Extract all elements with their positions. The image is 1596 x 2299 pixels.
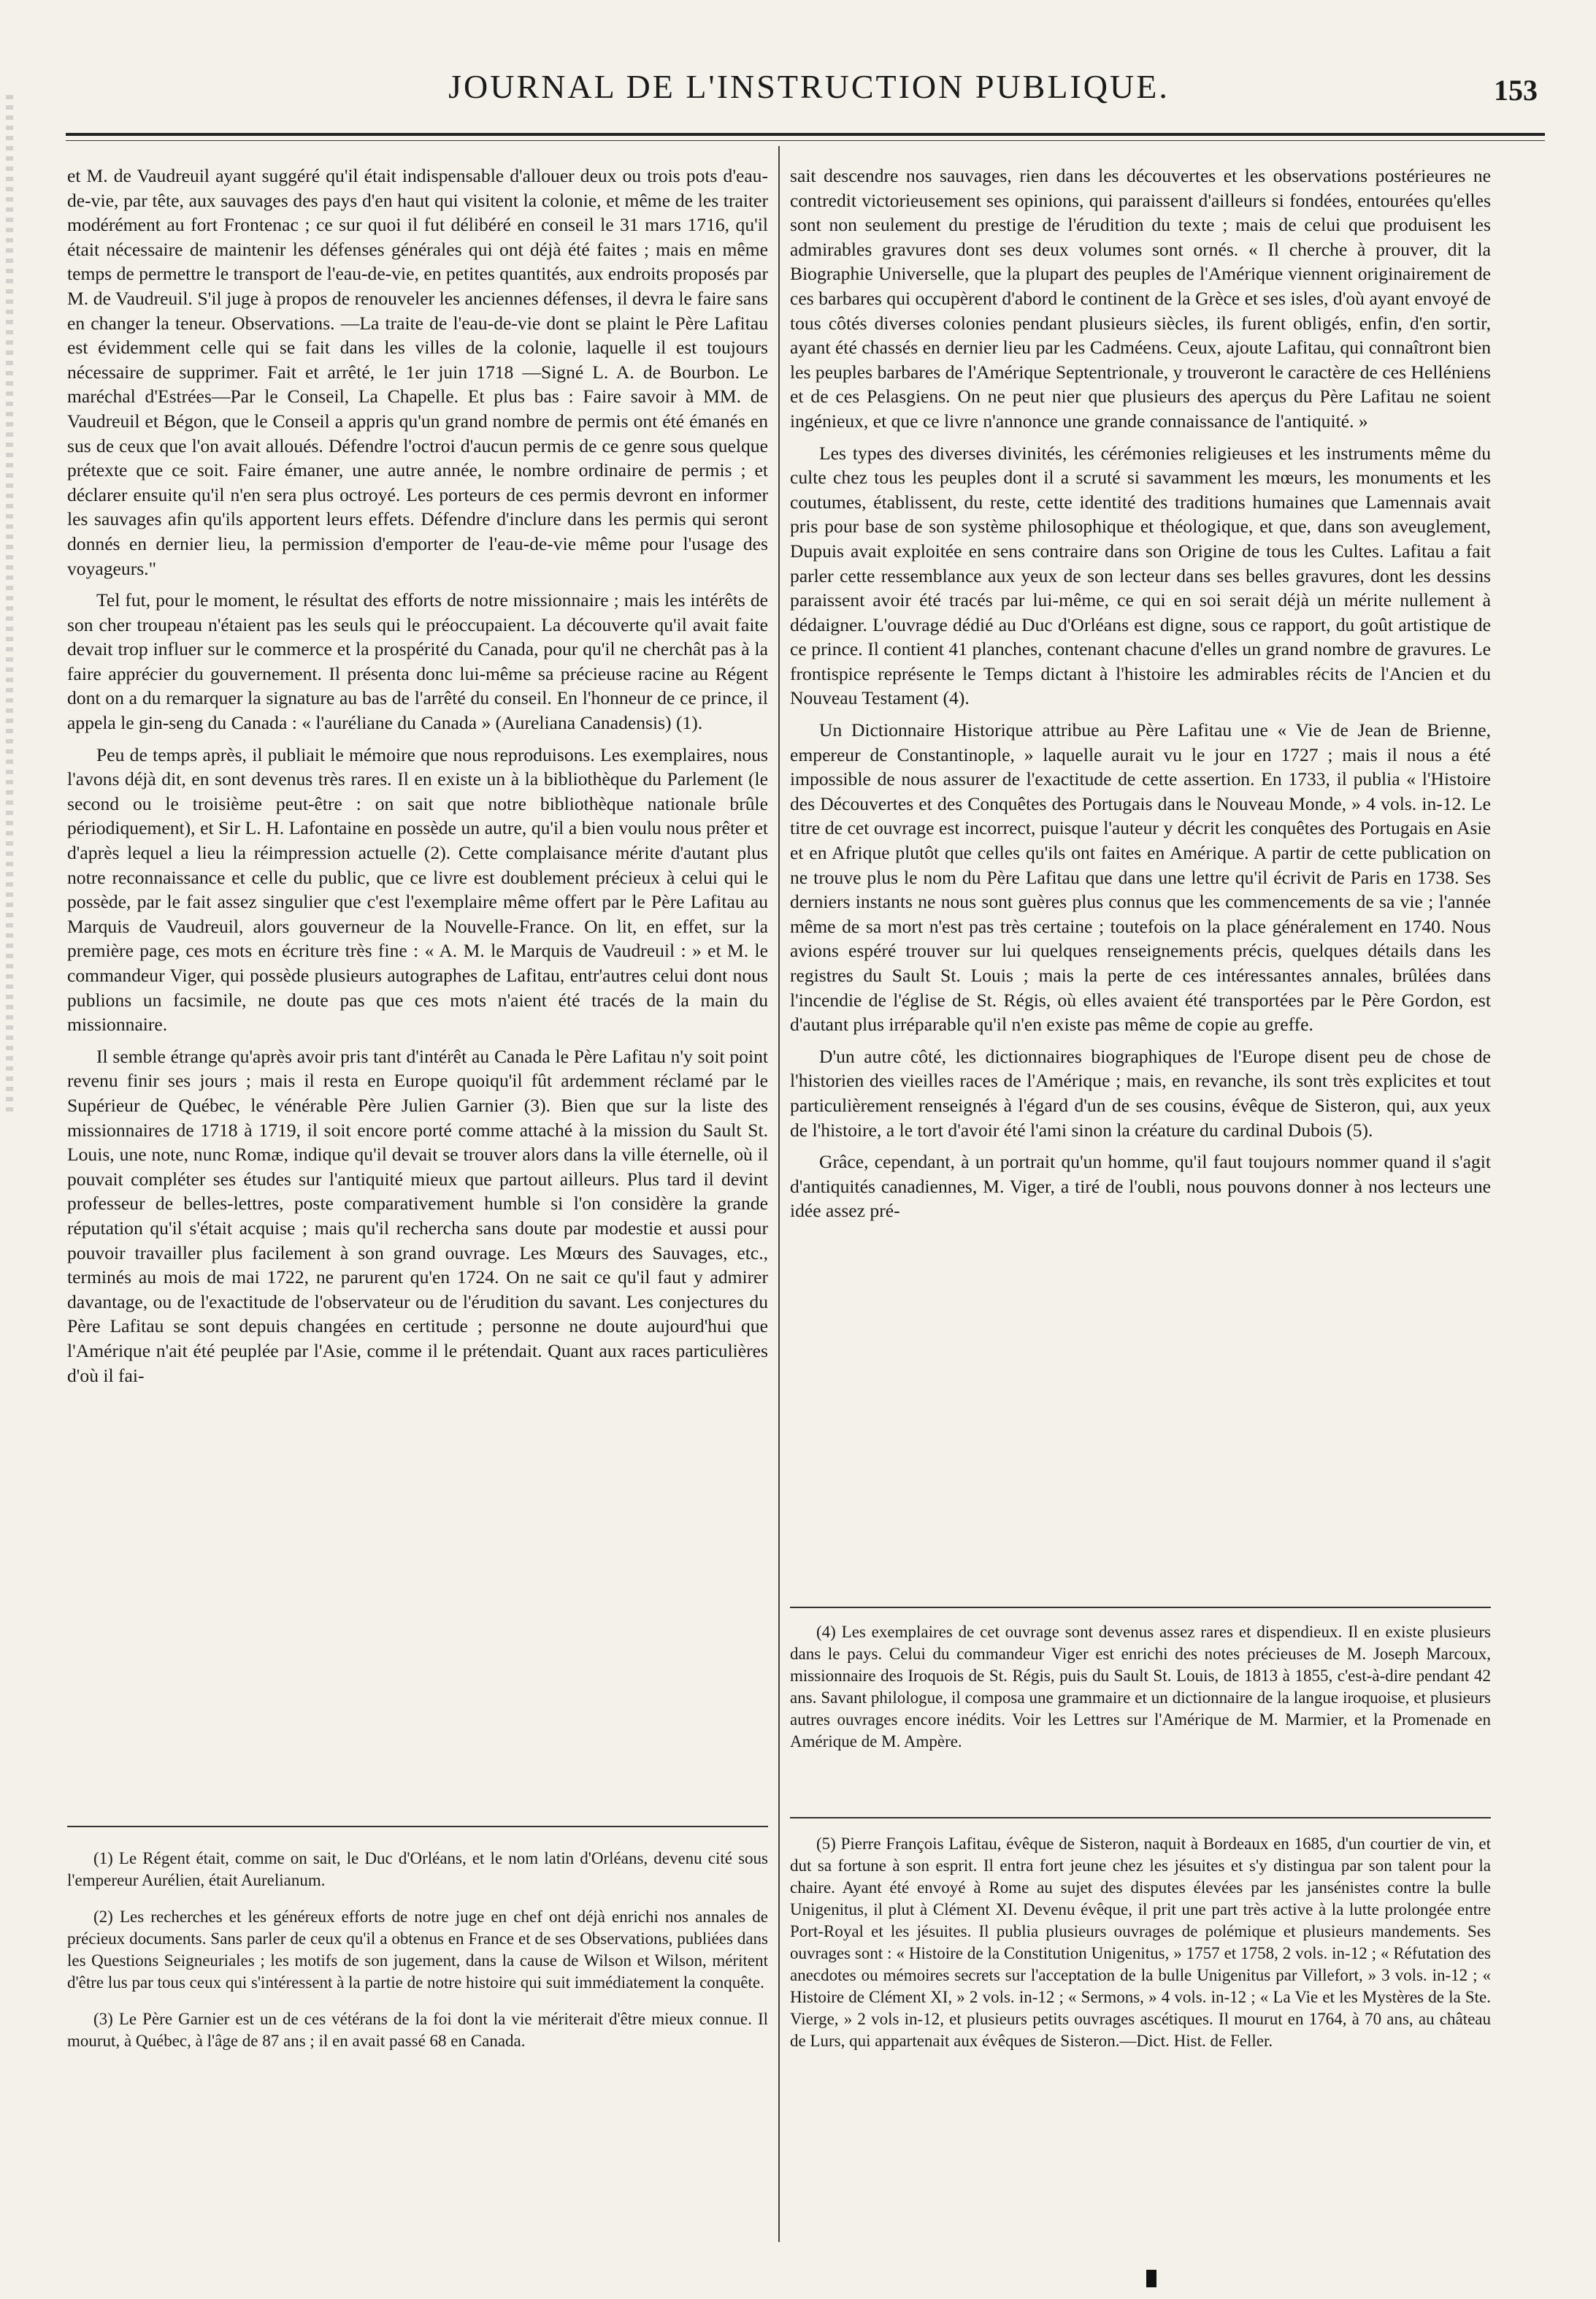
- footnote-rule: [790, 1817, 1491, 1818]
- paragraph: Peu de temps après, il publiait le mémoire que nous reproduisons. Les exemplaires, nous l'avons déjà dit, en sont devenus très rares. Il en existe un à la bibliothèque du Parlement (le second ou le troisième peut-être : on sait que notre bibliothèque nationale brûle périodiquement), et Sir L. H. Lafontaine en possède un autre, qu'il a bien voulu nous prêter et d'après lequel a lieu la réimpression actuelle (2). Cette complaisance mérite d'autant plus notre reconnaissance et celle du public, que ce livre est doublement précieux à celui qui le possède, par le fait assez singulier que c'est l'exemplaire même offert par le Père Lafitau au Marquis de Vaudreuil, alors gouverneur de la Nouvelle-France. On lit, en effet, sur la première page, ces mots en écriture très fine : « A. M. le Marquis de Vaudreuil : » et M. le commandeur Viger, qui possède plusieurs autographes de Lafitau, entr'autres celui dont nous publions un facsimile, ne doute pas que ces mots n'aient été tracés de la main du missionnaire.: [67, 743, 768, 1036]
- left-column: [67, 164, 768, 1395]
- footnote: (1) Le Régent était, comme on sait, le Duc d'Orléans, et le nom latin d'Orléans, devenu cité sous l'empereur Aurélien, était Aurelianum.: [67, 1849, 768, 1889]
- footnote-rule: [67, 1826, 768, 1827]
- paragraph: Grâce, cependant, à un portrait qu'un homme, qu'il faut toujours nommer quand il s'agit d'antiquités canadiennes, M. Viger, a tiré de l'oubli, nous pouvons donner à nos lecteurs une idée assez pré-: [790, 1151, 1491, 1222]
- header-rule-thin: [66, 140, 1545, 141]
- footnote-rule: [790, 1607, 1491, 1608]
- margin-edge-mark: [6, 95, 13, 1117]
- right-column: [790, 164, 1491, 1231]
- paragraph: Un Dictionnaire Historique attribue au Père Lafitau une « Vie de Jean de Brienne, empereur de Constantinople, » laquelle aurait vu le jour en 1727 ; mais il nous a été impossible de nous assurer de l'exactitude de cette assertion. En 1733, il publia « l'Histoire des Découvertes et des Conquêtes des Portugais dans le Nouveau Monde, » 4 vols. in-12. Le titre de cet ouvrage est incorrect, puisque l'auteur y décrit les conquêtes des Portugais en Asie et en Afrique plutôt que celles qu'ils ont faites en Amérique. A partir de cette publication on ne trouve plus le nom du Père Lafitau que dans une lettre qu'il écrivit de Paris en 1738. Ses derniers instants ne nous sont guères plus connus que les commencements de sa vie ; l'année même de sa mort n'est pas très certaine ; toutefois on la place généralement en 1740. Nous avions espéré trouver sur lui quelques renseignements précis, quelques détails dans les registres du Sault St. Louis ; mais la perte de ces intéressantes annales, brûlées dans l'incendie de l'église de St. Régis, où elles avaient été transportées par le Père Gordon, est d'autant plus irréparable qu'il n'en existe pas même de copie au greffe.: [790, 719, 1491, 1036]
- paragraph: D'un autre côté, les dictionnaires biographiques de l'Europe disent peu de chose de l'historien des vieilles races de l'Amérique ; mais, en revanche, ils sont très explicites et tout particulièrement renseignés à l'égard d'un de ses cousins, évêque de Sisteron, qui, aux yeux de l'histoire, a le tort d'avoir été l'ami sinon la créature du cardinal Dubois (5).: [790, 1045, 1491, 1141]
- paragraph: Tel fut, pour le moment, le résultat des efforts de notre missionnaire ; mais les intérêts de son cher troupeau n'étaient pas les seuls qui le préoccupaient. La découverte qu'il avait faite devait trop influer sur le commerce et la prospérité du Canada, pour qu'il ne cherchât pas à la faire apprécier du gouvernement. Il présenta donc lui-même sa précieuse racine au Régent dont on a du remarquer la signature au bas de l'arrêté du conseil. En l'honneur de ce prince, il appela le gin-seng du Canada : « l'auréliane du Canada » (Aureliana Canadensis) (1).: [67, 589, 768, 734]
- footnotes-left: [67, 1848, 768, 2067]
- footnote: (2) Les recherches et les généreux efforts de notre juge en chef ont déjà enrichi nos annales de précieux documents. Sans parler de ceux qu'il a obtenus en France et de ses Observations, publiées dans les Questions Seigneuriales ; les motifs de son jugement, dans la cause de Wilson et Wilson, méritent d'être lus par tous ceux qui s'intéressent à la partie de notre histoire qui suit immédiatement la conquête.: [67, 1908, 768, 1992]
- paragraph: sait descendre nos sauvages, rien dans les découvertes et les observations postérieures ne contredit victorieusement ses opinions, qui paraissent d'ailleurs si fondées, entourées qu'elles sont non seulement du prestige de l'érudition du texte ; mais de celui que produisent les admirables gravures dont ses deux volumes sont ornés. « Il cherche à prouver, dit la Biographie Universelle, que la plupart des peuples de l'Amérique viennent originairement de ces barbares qui occupèrent d'abord le continent de la Grèce et ses isles, d'où ayant envoyé de tous côtés diverses colonies pendant plusieurs siècles, ils furent obligés, enfin, d'en sortir, ayant été chassés en dernier lieu par les Cadméens. Ceux, ajoute Lafitau, qui connaîtront bien les peuples barbares de l'Amérique Septentrionale, y trouveront le caractère de ces Helléniens et de ces Pelasgiens. On ne peut nier que plusieurs des aperçus du Père Lafitau ne soient ingénieux, et que ce livre n'annonce une grande connaissance de l'antiquité. »: [790, 165, 1491, 432]
- paragraph: Il semble étrange qu'après avoir pris tant d'intérêt au Canada le Père Lafitau n'y soit point revenu finir ses jours ; mais il resta en Europe quoiqu'il fût ardemment réclamé par le Supérieur de Québec, le vénérable Père Julien Garnier (3). Bien que sur la liste des missionnaires de 1718 à 1719, il soit encore porté comme attaché à la mission du Sault St. Louis, une note, nunc Romæ, indique qu'il devait se trouver alors dans la ville éternelle, où il pouvait compléter ses études sur l'antiquité mieux que partout ailleurs. Plus tard il devint professeur de belles-lettres, poste comparativement humble si l'on considère la grande réputation qu'il s'était acquise ; mais qu'il rechercha sans doute par modestie et aussi pour pouvoir travailler plus facilement à son grand ouvrage. Les Mœurs des Sauvages, etc., terminés au mois de mai 1722, ne parurent qu'en 1724. On ne sait ce qu'il faut y admirer davantage, ou de l'exactitude de l'observateur ou de l'érudition du savant. Les conjectures du Père Lafitau se sont depuis changées en certitude ; personne ne doute aujourd'hui que l'Amérique n'ait été peuplée par l'Asie, comme il le prétendait. Quant aux races particulières d'où il fai-: [67, 1045, 768, 1386]
- header-rule-thick: [66, 133, 1545, 136]
- paragraph: Les types des diverses divinités, les cérémonies religieuses et les instruments même du culte chez tous les peuples dont il a scruté si savamment les mœurs, les monuments et les coutumes, établissent, du reste, cette identité des traditions humaines que Lamennais avait pris pour base de son système philosophique et théologique, et que, dans son aveuglement, Dupuis avait exploitée en sens contraire dans son Origine de tous les Cultes. Lafitau a fait parler cette ressemblance aux yeux de son lecteur dans ses belles gravures, dont les dessins paraissent avoir été tracés par lui-même, ce qui en soi serait déjà un mérite nullement à dédaigner. L'ouvrage dédié au Duc d'Orléans est digne, sous ce rapport, du goût artistique de ce prince. Il contient 41 planches, contenant chacune d'elles un grand nombre de gravures. Le frontispice représente le Temps dictant à l'histoire les admirables récits de l'Ancien et du Nouveau Testament (4).: [790, 442, 1491, 709]
- running-title: JOURNAL DE L'INSTRUCTION PUBLIQUE.: [448, 68, 1170, 105]
- paragraph: et M. de Vaudreuil ayant suggéré qu'il était indispensable d'allouer deux ou trois pots d'eau-de-vie, par tête, aux sauvages des pays d'en haut qui visitent la colonie, et même de les traiter modérément au fort Frontenac ; ce sur quoi il fut délibéré en conseil le 31 mars 1716, qu'il était nécessaire de maintenir les défenses générales qui ont déjà été faites ; mais en même temps de permettre le transport de l'eau-de-vie, en petites quantités, aux endroits proposés par M. de Vaudreuil. S'il juge à propos de renouveler les anciennes défenses, il devra le faire sans en changer la teneur. Observations. —La traite de l'eau-de-vie dont se plaint le Père Lafitau est évidemment celle qui se fait dans les villes de la colonie, laquelle il est toujours nécessaire de supprimer. Fait et arrêté, le 1er juin 1718 —Signé L. A. de Bourbon. Le maréchal d'Estrées—Par le Conseil, La Chapelle. Et plus bas : Faire savoir à MM. de Vaudreuil et Bégon, que le Conseil a appris qu'un grand nombre de permis ont été émanés en sus de ceux que l'on avait alloués. Défendre l'octroi d'aucun permis de ce genre sous quelque prétexte que ce soit. Faire émaner, une autre année, le nombre ordinaire de permis ; et déclarer ensuite qu'il n'en sera plus octroyé. Les porteurs de ces permis devront en informer les sauvages afin qu'ils apportent leurs effets. Défendre d'inclure dans les permis qui seront donnés en dernier lieu, la permission d'emporter de l'eau-de-vie même pour l'usage des voyageurs.": [67, 165, 768, 579]
- footnote: (4) Les exemplaires de cet ouvrage sont devenus assez rares et dispendieux. Il en existe plusieurs dans le pays. Celui du commandeur Viger est enrichi des notes précieuses de M. Joseph Marcoux, missionnaire des Iroquois de St. Régis, puis du Sault St. Louis, de 1813 à 1855, c'est-à-dire pendant 42 ans. Savant philologue, il composa une grammaire et un dictionnaire de la langue iroquoise, et plusieurs autres ouvrages encore inédits. Voir les Lettres sur l'Amérique de M. Marmier, et la Promenade en Amérique de M. Ampère.: [790, 1623, 1491, 1751]
- footnote: (5) Pierre François Lafitau, évêque de Sisteron, naquit à Bordeaux en 1685, d'un courtier de vin, et dut sa fortune à son esprit. Il entra fort jeune chez les jésuites et s'y distingua par son talent pour la chaire. Ayant été envoyé à Rome au sujet des disputes élevées par les jansénistes contre la bulle Unigenitus, il plut à Clément XI. Devenu évêque, il prit une part très active à la lutte prolongée entre Port-Royal et les jésuites. Il publia plusieurs ouvrages de polémique et plusieurs mandements. Ses ouvrages sont : « Histoire de la Constitution Unigenitus, » 1757 et 1758, 2 vols. in-12 ; « Réfutation des anecdotes ou mémoires secrets sur l'acceptation de la bulle Unigenitus par Villefort, » 3 vols. in-12 ; « Histoire de Clément XI, » 2 vols. in-12 ; « Sermons, » 4 vols. in-12 ; « La Vie et les Mystères de la Ste. Vierge, » 2 vols in-12, et plusieurs petits ouvrages ascétiques. Il mourut en 1764, à 70 ans, au château de Lurs, qui appartenait aux évêques de Sisteron.—Dict. Hist. de Feller.: [790, 1835, 1491, 2050]
- page-number: 153: [1494, 74, 1538, 107]
- page-header: [66, 67, 1552, 118]
- footnotes-right-bottom: [790, 1833, 1491, 2067]
- column-divider: [778, 146, 780, 2242]
- footnote: (3) Le Père Garnier est un de ces vétérans de la foi dont la vie mériterait d'être mieux connue. Il mourut, à Québec, à l'âge de 87 ans ; il en avait passé 68 en Canada.: [67, 2010, 768, 2050]
- bottom-printer-mark: [1146, 2270, 1156, 2287]
- footnotes-right-top: [790, 1621, 1491, 1767]
